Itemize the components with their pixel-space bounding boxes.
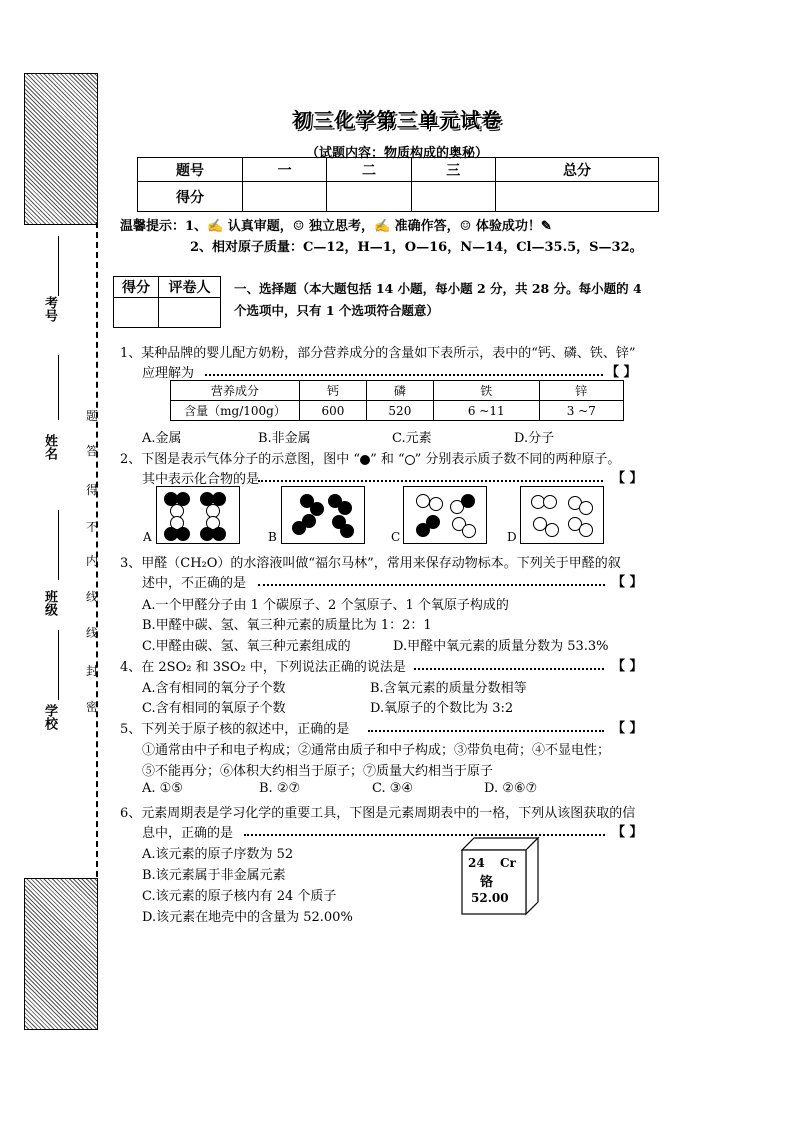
- q4-option-c[interactable]: C.含有相同的氧原子个数: [142, 701, 286, 716]
- q1-bracket[interactable]: 【 】: [606, 365, 637, 380]
- q1-stem-cont: 应理解为: [142, 366, 195, 381]
- banji-line: [58, 510, 59, 580]
- q3-option-b[interactable]: B.甲醛中碳、氢、氧三种元素的质量比为 1：2：1: [142, 618, 432, 633]
- score-col: 一: [243, 158, 327, 182]
- score-col: 题号: [138, 158, 243, 182]
- score-table: [137, 157, 659, 212]
- binding-char: 密: [86, 700, 99, 714]
- q2-diagram-d[interactable]: [520, 486, 604, 544]
- score-col: 总分: [495, 158, 658, 182]
- q1-table-cell: 3 ~7: [539, 401, 623, 421]
- q2-bracket[interactable]: 【 】: [612, 471, 643, 486]
- black-atom: [212, 527, 226, 541]
- element-number: 24: [468, 856, 485, 870]
- q5-statements-cont: ⑤不能再分；⑥体积大约相当于原子；⑦质量大约相当于原子: [142, 764, 494, 779]
- q4-leader-dots: [414, 656, 604, 670]
- binding-hatch-bottom: [24, 878, 98, 1030]
- q5-leader-dots: [368, 718, 604, 732]
- page-subtitle: （试题内容：物质构成的奥秘）: [305, 146, 488, 161]
- element-symbol: Cr: [500, 856, 516, 870]
- q4-option-d[interactable]: D.氧原子的个数比为 3:2: [370, 701, 514, 716]
- q2-diagram-a[interactable]: [156, 486, 240, 544]
- binding-char: 线: [86, 590, 99, 604]
- q6-stem-cont: 息中，正确的是: [142, 826, 234, 841]
- q2-letter-c[interactable]: C: [391, 530, 401, 544]
- q3-option-a[interactable]: A.一个甲醛分子由 1 个碳原子、2 个氢原子、1 个氧原子构成的: [142, 598, 509, 613]
- score-cell[interactable]: [327, 182, 411, 212]
- page-title: 初三化学第三单元试卷: [292, 108, 502, 132]
- q2-stem-cont: 其中表示化合物的是: [142, 472, 260, 487]
- q2-letter-d[interactable]: D: [507, 530, 517, 544]
- q5-option-c[interactable]: C. ③④: [372, 781, 414, 796]
- q5-bracket[interactable]: 【 】: [612, 721, 643, 736]
- section1-heading: 一、选择题（本大题包括 14 小题，每小题 2 分，共 28 分。每小题的 4: [234, 281, 642, 296]
- kaohao-line: [58, 236, 59, 296]
- q1-table-cell: 520: [366, 401, 433, 421]
- q5-stem: 5、下列关于原子核的叙述中，正确的是: [120, 722, 350, 737]
- binding-char: 线: [86, 626, 99, 640]
- grader-table: [113, 276, 221, 328]
- q6-option-d[interactable]: D.该元素在地壳中的含量为 52.00%: [142, 910, 353, 925]
- q3-option-d[interactable]: D.甲醛中氧元素的质量分数为 53.3%: [393, 639, 609, 654]
- black-atom: [302, 514, 316, 528]
- black-atom: [176, 527, 190, 541]
- q6-leader-dots: [244, 822, 605, 836]
- q1-option-b[interactable]: B.非金属: [258, 431, 311, 446]
- q2-stem: [120, 448, 620, 467]
- q1-table-cell: 6 ~11: [433, 401, 539, 421]
- q6-option-a[interactable]: A.该元素的原子序数为 52: [142, 847, 294, 862]
- binding-char: 题: [86, 409, 99, 423]
- element-name: 铬: [480, 875, 494, 890]
- q2-diagram-b[interactable]: [281, 486, 365, 544]
- q6-option-b[interactable]: B.该元素属于非金属元素: [142, 868, 286, 883]
- white-atom: [543, 495, 557, 509]
- q3-stem: 3、甲醛（CH₂O）的水溶液叫做“福尔马林”，常用来保存动物标本。下列关于甲醛的叙: [120, 556, 621, 571]
- section1-heading-cont: 个选项中，只有 1 个选项符合题意）: [234, 303, 439, 318]
- q1-table-cell: 含量（mg/100g）: [171, 401, 300, 421]
- q1-stem: 1、某种品牌的婴儿配方奶粉，部分营养成分的含量如下表所示，表中的“钙、磷、铁、锌”: [120, 346, 636, 361]
- q1-table-header: 铁: [433, 381, 539, 401]
- q1-table-header: 磷: [366, 381, 433, 401]
- q1-table: [170, 380, 624, 421]
- xuexiao-line: [58, 630, 59, 700]
- black-atom: [461, 494, 475, 508]
- q2-leader-dots: [258, 468, 603, 482]
- black-atom: [340, 524, 354, 538]
- xingming-line: [58, 355, 59, 420]
- banji-label: 班级: [42, 590, 57, 616]
- binding-char: 答: [86, 444, 99, 458]
- element-mass: 52.00: [471, 891, 509, 905]
- tip-line-1: 温馨提示：1、✍ 认真审题，☺ 独立思考，✍ 准确作答，☺ 体验成功！✎: [120, 219, 552, 234]
- black-atom: [338, 501, 352, 515]
- score-col: 三: [411, 158, 495, 182]
- grader-score-label: 得分: [114, 277, 159, 298]
- binding-char: 不: [86, 520, 99, 534]
- q2-stem-part: 2、下图是表示气体分子的示意图，图中 “: [120, 452, 361, 467]
- q6-bracket[interactable]: 【 】: [612, 825, 643, 840]
- q2-letter-a[interactable]: A: [143, 530, 152, 544]
- q6-stem: 6、元素周期表是学习化学的重要工具，下图是元素周期表中的一格，下列从该图获取的信: [120, 806, 636, 821]
- kaohao-label: 考号: [42, 296, 57, 322]
- score-cell[interactable]: [411, 182, 495, 212]
- q1-option-d[interactable]: D.分子: [514, 431, 555, 446]
- white-atom: [579, 523, 593, 537]
- binding-dashed-line: [96, 222, 98, 877]
- q2-diagram-c[interactable]: [403, 486, 487, 544]
- score-cell[interactable]: [495, 182, 658, 212]
- grader-name-label: 评卷人: [159, 277, 221, 298]
- q4-option-a[interactable]: A.含有相同的氧分子个数: [142, 681, 286, 696]
- white-atom: [429, 497, 443, 511]
- xuexiao-label: 学校: [42, 704, 57, 730]
- q1-table-cell: 600: [300, 401, 367, 421]
- white-atom: [416, 494, 430, 508]
- q4-option-b[interactable]: B.含氧元素的质量分数相等: [370, 681, 527, 696]
- q1-option-c[interactable]: C.元素: [392, 431, 432, 446]
- white-atom: [579, 501, 593, 515]
- q4-bracket[interactable]: 【 】: [612, 659, 643, 674]
- q1-table-header: 营养成分: [171, 381, 300, 401]
- q6-option-c[interactable]: C.该元素的原子核内有 24 个质子: [142, 889, 337, 904]
- q2-stem-part: ” 分别表示质子数不同的两种原子。: [414, 452, 621, 467]
- q5-option-d[interactable]: D. ②⑥⑦: [484, 781, 538, 796]
- q2-letter-b[interactable]: B: [268, 530, 277, 544]
- black-atom: [416, 523, 430, 537]
- q5-option-a[interactable]: A. ①⑤: [142, 781, 183, 796]
- score-row-label: 得分: [138, 182, 243, 212]
- binding-char: 得: [86, 483, 99, 497]
- white-atom-legend: [405, 455, 415, 465]
- q1-option-a[interactable]: A.金属: [142, 431, 182, 446]
- q3-leader-dots: [258, 572, 605, 586]
- q1-table-header: 钙: [300, 381, 367, 401]
- white-atom: [462, 524, 476, 538]
- black-atom-legend: [360, 455, 370, 465]
- score-col: 二: [327, 158, 411, 182]
- q3-bracket[interactable]: 【 】: [612, 575, 643, 590]
- binding-char: 封: [86, 664, 99, 678]
- binding-char: 内: [86, 554, 99, 568]
- xingming-label: 姓名: [42, 434, 57, 460]
- q3-stem-cont: 述中，不正确的是: [142, 576, 247, 591]
- q3-option-c[interactable]: C.甲醛由碳、氢、氧三种元素组成的: [142, 639, 351, 654]
- score-cell[interactable]: [243, 182, 327, 212]
- q1-leader-dots: [205, 362, 603, 376]
- white-atom: [545, 523, 559, 537]
- q5-option-b[interactable]: B. ②⑦: [259, 781, 301, 796]
- grader-name-cell[interactable]: [159, 298, 221, 328]
- tip-line-2: 2、相对原子质量：C—12，H—1，O—16，N—14，Cl—35.5，S—32。: [190, 240, 643, 255]
- q2-stem-part: ” 和 “: [370, 452, 405, 467]
- q4-stem: 4、在 2SO₂ 和 3SO₂ 中，下列说法正确的说法是: [120, 660, 406, 675]
- q5-statements: ①通常由中子和电子构成；②通常由质子和中子构成；③带负电荷；④不显电性；: [142, 743, 611, 758]
- grader-score-cell[interactable]: [114, 298, 159, 328]
- q1-table-header: 锌: [539, 381, 623, 401]
